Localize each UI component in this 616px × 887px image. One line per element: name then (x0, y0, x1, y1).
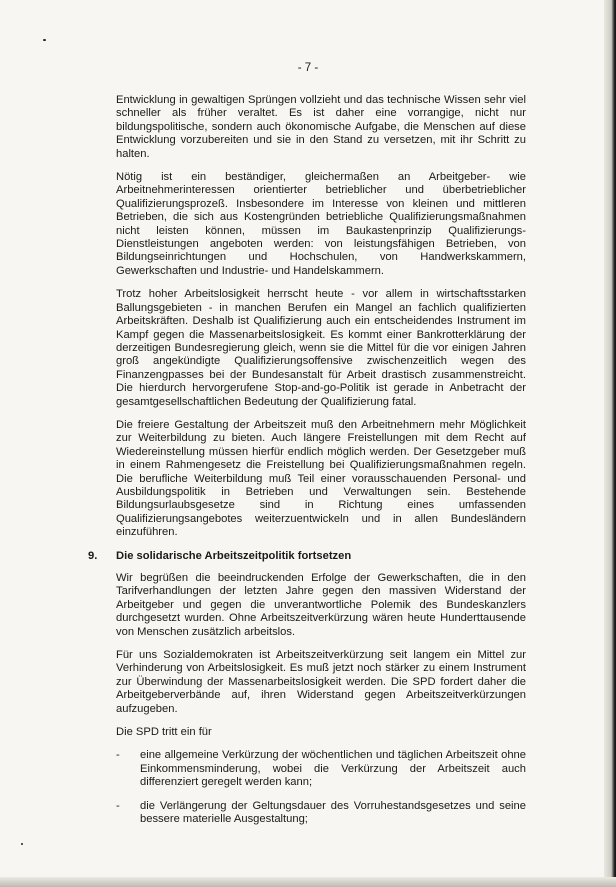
scan-speck (43, 39, 46, 41)
scan-edge-right (604, 0, 616, 887)
section-heading (88, 549, 526, 563)
scan-edge-bottom (0, 877, 616, 887)
document-body (88, 94, 526, 837)
paragraph: Nötig ist ein beständiger, gleichermaßen an Arbeitgeber- wie Arbeitnehmerinteressen orientierter betrieblicher und überbetrieblicher Qualifizierungsprozeß. Insbesondere im Interesse von kleinen und mittleren Betrieben, die sich aus Kostengründen betriebliche Qualifizierungsmaßnahmen nicht leisten können, müssen im Baukastenprinzip Qualifizierungs-Dienstleistungen angeboten werden: von leistungsfähigen Betrieben, von Bildungseinrichtungen und Hochschulen, von Handwerkskammern, Gewerkschaften und Industrie- und Handelskammern. (116, 171, 526, 277)
paragraph: Wir begrüßen die beeindruckenden Erfolge der Gewerkschaften, die in den Tarifverhandlungen der letzten Jahre gegen den massiven Widerstand der Arbeitgeber und gegen die unverantwortliche Polemik des Bundeskanzlers durchgesetzt wurden. Ohne Arbeitszeitverkürzung wären heute Hunderttausende von Menschen zusätzlich arbeitslos. (116, 572, 526, 638)
bullet-marker: - (116, 749, 120, 762)
list-item (116, 800, 526, 827)
paragraph: Entwicklung in gewaltigen Sprüngen vollzieht und das technische Wissen sehr viel schneller als früher veraltet. Es ist daher eine vorrangige, nicht nur bildungspolitische, sondern auch ökonomische Aufgabe, die Menschen auf diese Entwicklung vorzubereiten und sie in den Stand zu versetzen, mit ihr Schritt zu halten. (116, 94, 526, 160)
paragraph: Die freiere Gestaltung der Arbeitszeit muß den Arbeitnehmern mehr Möglichkeit zur Weiterbildung zu bieten. Auch längere Freistellungen mit dem Recht auf Wiedereinstellung müssen hierfür endlich möglich werden. Der Gesetzgeber muß in einem Rahmengesetz die Freistellung bei Qualifizierungsmaßnahmen regeln. Die berufliche Weiterbildung muß Teil einer vorausschauenden Personal- und Ausbildungspolitik in Betrieben und Verwaltungen sein. Bestehende Bildungsurlaubsgesetze sind in Richtung eines umfassenden Qualifizierungsangebotes weiterzuentwickeln und in allen Bundesländern einzuführen. (116, 418, 526, 539)
paragraph: Die SPD tritt ein für (116, 726, 212, 739)
page-number: - 7 - (297, 62, 319, 74)
section-title: Die solidarische Arbeitszeitpolitik fortsetzen (116, 549, 352, 562)
bullet-marker: - (116, 799, 120, 812)
list-item-text: eine allgemeine Verkürzung der wöchentlichen und täglichen Arbeitszeit ohne Einkommensminderung, wobei die Verkürzung der Arbeitszeit auch differenziert geregelt werden kann; (140, 749, 526, 789)
paragraph: Für uns Sozialdemokraten ist Arbeitszeitverkürzung seit langem ein Mittel zur Verhinderung von Arbeitslosigkeit. Es muß jetzt noch stärker zu einem Instrument zur Überwindung der Massenarbeitslosigkeit werden. Die SPD fordert daher die Arbeitgeberverbände auf, ihren Widerstand gegen Arbeitszeitverkürzungen aufzugeben. (116, 649, 526, 715)
list-item-text: die Verlängerung der Geltungsdauer des Vorruhestandsgesetzes und seine bessere materielle Ausgestaltung; (140, 799, 526, 826)
section-number: 9. (88, 549, 98, 562)
paragraph: Trotz hoher Arbeitslosigkeit herrscht heute - vor allem in wirtschaftsstarken Ballungsgebieten - in manchen Berufen ein Mangel an fachlich qualifizierten Arbeitskräften. Deshalb ist Qualifizierung auch ein entscheidendes Instrument im Kampf gegen die Massenarbeitslosigkeit. Es kommt einer Bankrotterklärung der derzeitigen Bundesregierung gleich, wenn sie die Mittel für die vor einigen Jahren groß angekündigte Qualifizierungsoffensive zwischenzeitlich wegen des Finanzengpasses bei der Bundesanstalt für Arbeit drastisch zusammenstreicht. Die hierdurch hervorgerufene Stop-and-go-Politik ist gerade in Anbetracht der gesamtgesellschaftlichen Bedeutung der Qualifizierung fatal. (116, 288, 526, 408)
list-item (116, 749, 526, 789)
scan-speck (21, 843, 23, 845)
